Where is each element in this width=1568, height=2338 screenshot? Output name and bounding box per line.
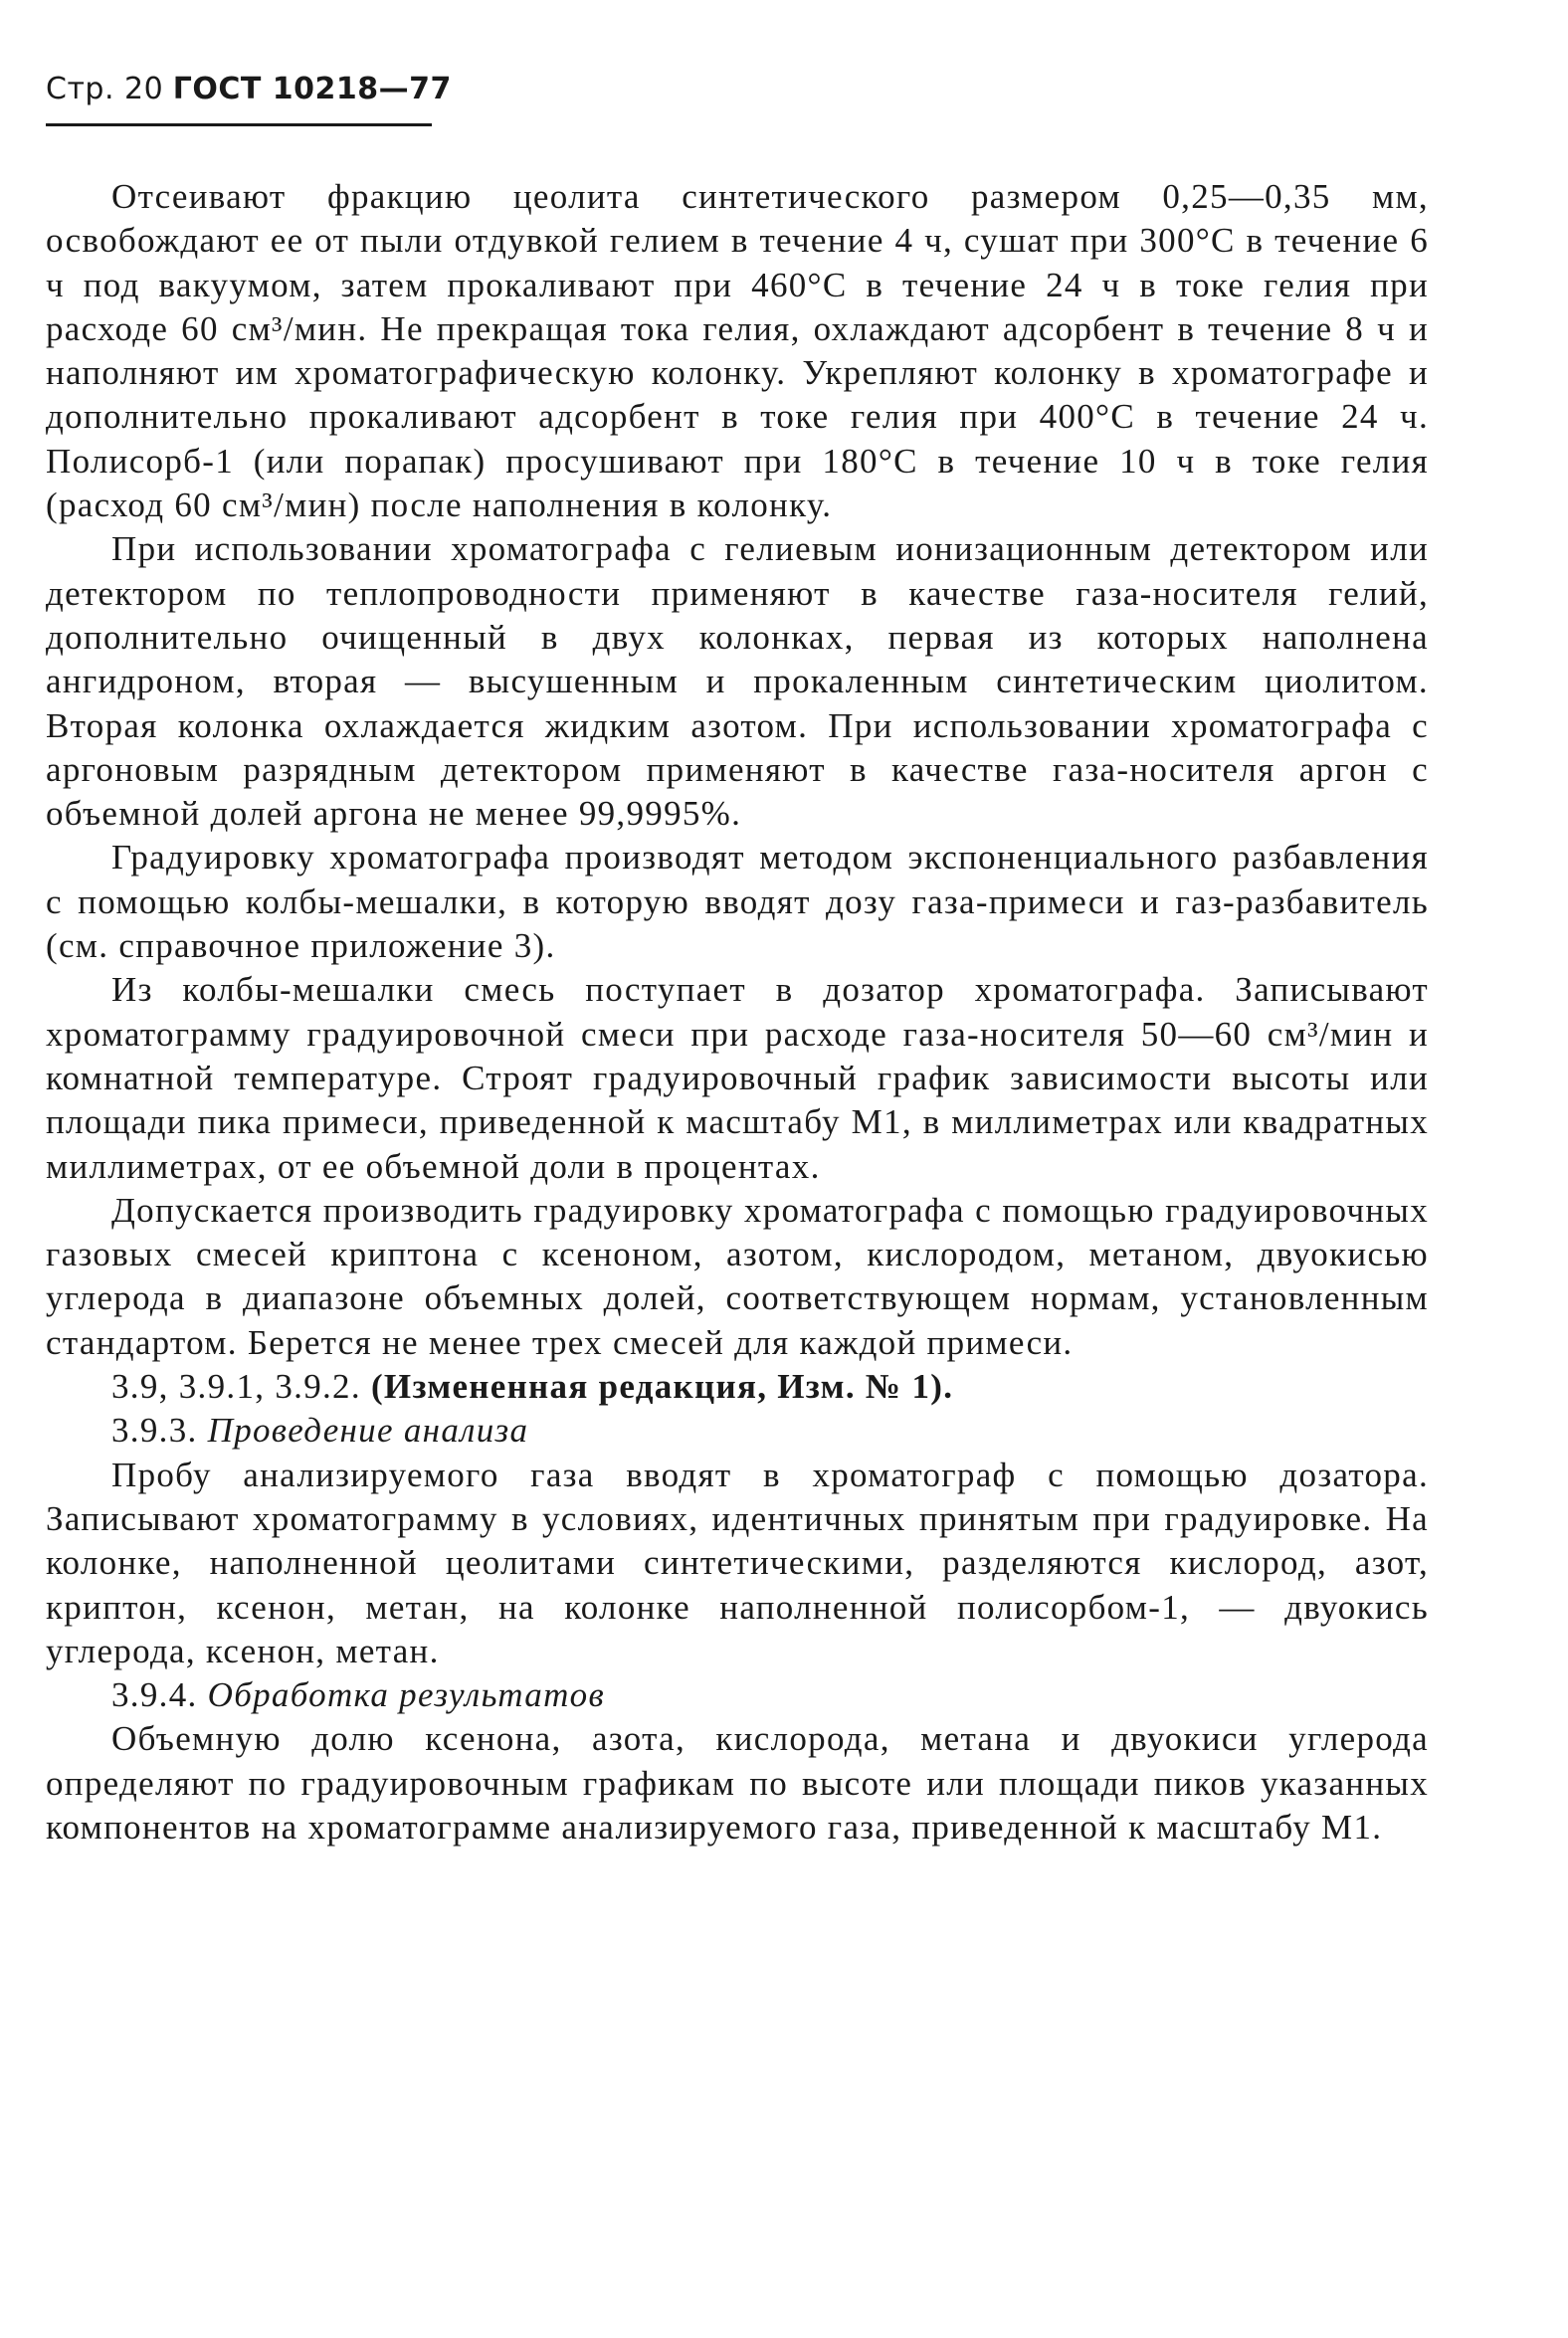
paragraph-carrier-gas: При использовании хроматографа с гелиевым ионизационным детектором или детектором по теплопроводности применяют в качестве газа-носителя гелий, дополнительно очищенный в двух колонках, первая из которых наполнена ангидроном, вторая — высушенным и прокаленным синтетическим циолитом. Вторая колонка охлаждается жидким азотом. При использовании хроматографа с аргоновым разрядным детектором применяют в качестве газа-носителя аргон с объемной долей аргона не менее 99,9995%. bbox=[46, 529, 1429, 834]
page-number: Стр. 20 bbox=[46, 72, 164, 106]
standard-code: ГОСТ 10218—77 bbox=[172, 72, 452, 106]
section-number: 3.9.3. bbox=[111, 1411, 198, 1451]
paragraph-analysis: Пробу анализируемого газа вводят в хроматограф с помощью дозатора. Записывают хроматограмму в условиях, идентичных принятым при градуировке. На колонке, наполненной цеолитами синтетическими, разделяются кислород, азот, криптон, ксенон, метан, на колонке наполненной полисорбом-1, — двуокись углерода, ксенон, метан. bbox=[46, 1455, 1429, 1670]
amendment-clauses: 3.9, 3.9.1, 3.9.2. bbox=[111, 1367, 361, 1407]
amendment-note bbox=[46, 1365, 1429, 1409]
paragraph-results: Объемную долю ксенона, азота, кислорода, метана и двуокиси углерода определяют по градуировочным графикам по высоте или площади пиков указанных компонентов на хроматограмме анализируемого газа, приведенной к масштабу М1. bbox=[46, 1719, 1429, 1847]
amendment-text: (Измененная редакция, Изм. № 1). bbox=[370, 1367, 954, 1407]
section-heading-analysis bbox=[46, 1409, 1429, 1453]
section-title: Проведение анализа bbox=[207, 1411, 529, 1451]
paragraph-zeolite-preparation: Отсеивают фракцию цеолита синтетического размером 0,25—0,35 мм, освобождают ее от пыли отдувкой гелием в течение 4 ч, сушат при 300°С в течение 6 ч под вакуумом, затем прокаливают при 460°С в течение 24 ч в токе гелия при расходе 60 см³/мин. Не прекращая тока гелия, охлаждают адсорбент в течение 8 ч и наполняют им хроматографическую колонку. Укрепляют колонку в хроматографе и дополнительно прокаливают адсорбент в токе гелия при 400°С в течение 24 ч. Полисорб-1 (или порапак) просушивают при 180°С в течение 10 ч в токе гелия (расход 60 см³/мин) после наполнения в колонку. bbox=[46, 177, 1429, 525]
paragraph-calibration-mixtures: Допускается производить градуировку хроматографа с помощью градуировочных газовых смесей криптона с ксеноном, азотом, кислородом, метаном, двуокисью углерода в диапазоне объемных долей, соответствующем нормам, установленным стандартом. Берется не менее трех смесей для каждой примеси. bbox=[46, 1190, 1429, 1362]
section-number: 3.9.4. bbox=[111, 1675, 198, 1715]
document-body bbox=[46, 175, 1429, 1850]
section-title: Обработка результатов bbox=[207, 1675, 605, 1715]
paragraph-calibration: Градуировку хроматографа производят методом экспоненциального разбавления с помощью колбы-мешалки, в которую вводят дозу газа-примеси и газ-разбавитель (см. справочное приложение 3). bbox=[46, 838, 1429, 966]
section-heading-results bbox=[46, 1673, 1429, 1717]
page-header bbox=[46, 72, 452, 107]
paragraph-calibration-graph: Из колбы-мешалки смесь поступает в дозатор хроматографа. Записывают хроматограмму градуировочной смеси при расходе газа-носителя 50—60 см³/мин и комнатной температуре. Строят градуировочный график зависимости высоты или площади пика примеси, приведенной к масштабу М1, в миллиметрах или квадратных миллиметрах, от ее объемной доли в процентах. bbox=[46, 970, 1429, 1186]
header-rule bbox=[46, 123, 432, 126]
